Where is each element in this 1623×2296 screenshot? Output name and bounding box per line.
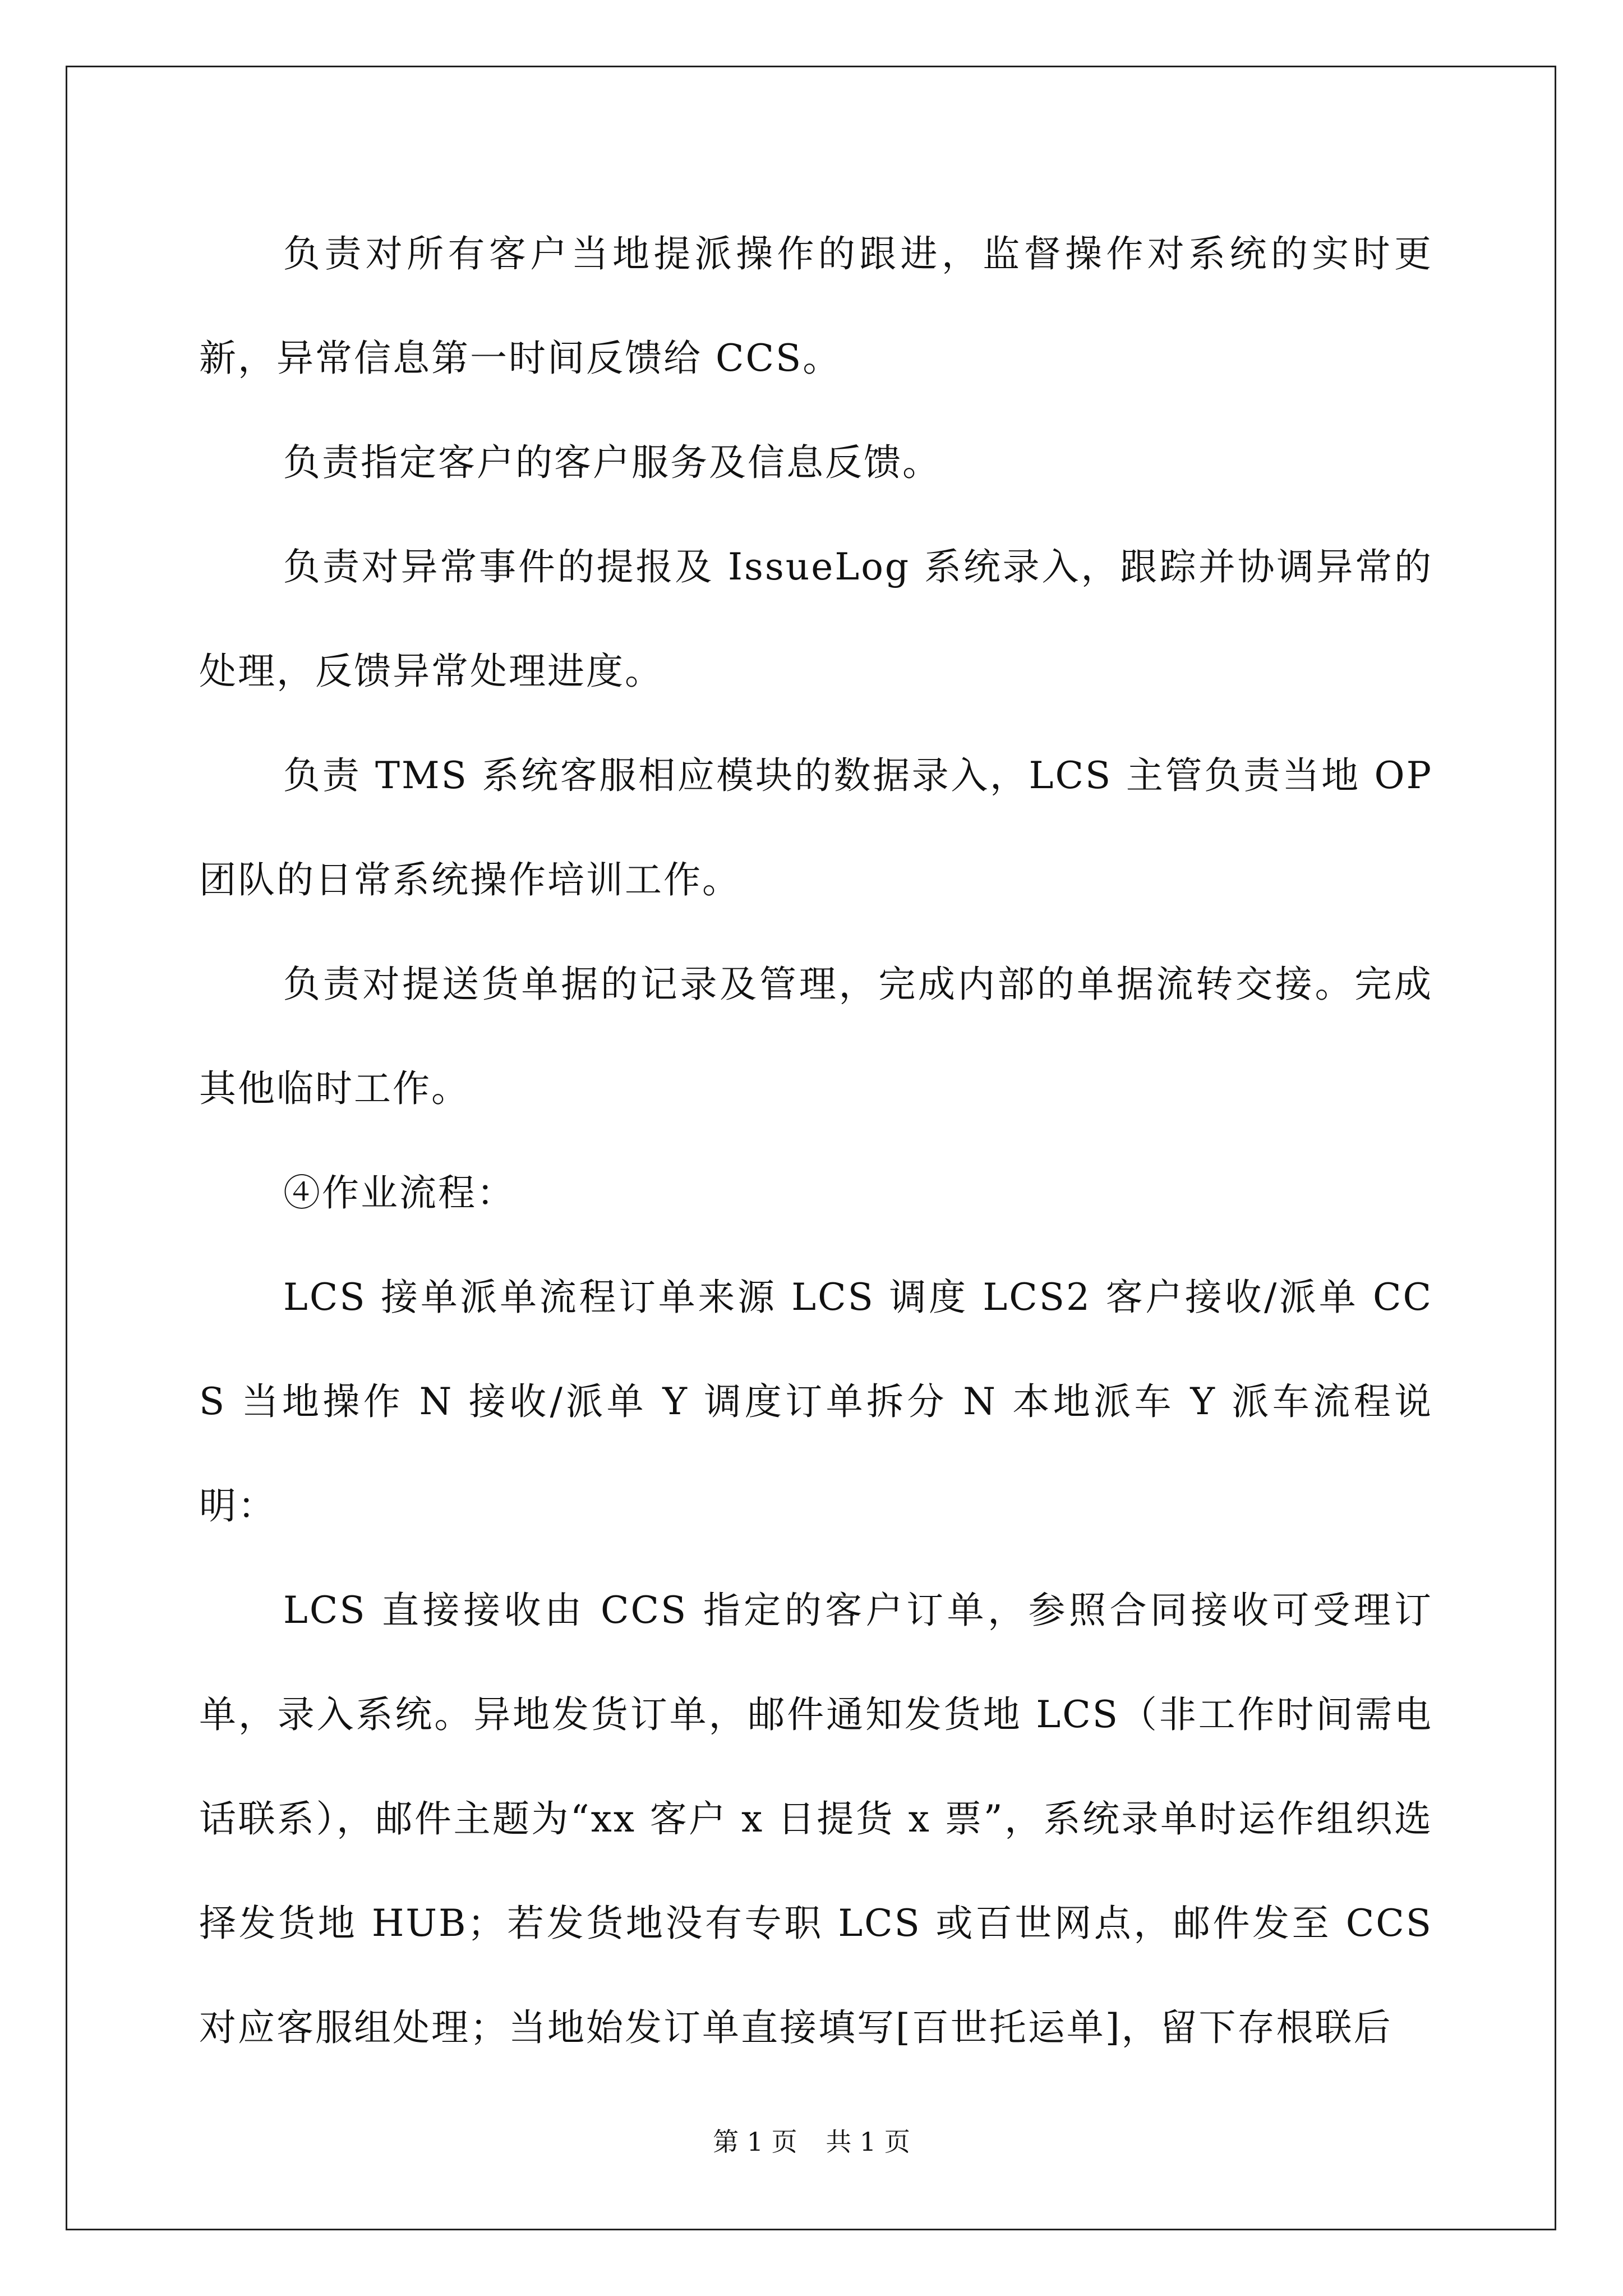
document-body — [199, 202, 1433, 2080]
paragraph: 负责对提送货单据的记录及管理，完成内部的单据流转交接。完成其他临时工作。 — [199, 963, 1433, 1110]
paragraph: 负责对异常事件的提报及 IssueLog 系统录入，跟踪并协调异常的处理，反馈异常处理进度。 — [199, 545, 1433, 693]
page-number: 第 1 页 — [713, 2127, 797, 2157]
paragraph: LCS 直接接收由 CCS 指定的客户订单，参照合同接收可受理订单，录入系统。异地发货订单，邮件通知发货地 LCS（非工作时间需电话联系），邮件主题为“xx 客户 x 日提货 x 票”，系统录单时运作组织选择发货地 HUB；若发货地没有专职 LCS 或百世网点，邮件发至 CCS 对应客服组处理；当地始发订单直接填写[百世托运单]，留下存根联后 — [199, 1589, 1433, 2049]
page-footer — [0, 2122, 1623, 2159]
paragraph: 负责 TMS 系统客服相应模块的数据录入，LCS 主管负责当地 OP 团队的日常系统操作培训工作。 — [199, 754, 1433, 901]
paragraph: LCS 接单派单流程订单来源 LCS 调度 LCS2 客户接收/派单 CCS 当地操作 N 接收/派单 Y 调度订单拆分 N 本地派车 Y 派车流程说明： — [199, 1276, 1433, 1527]
paragraph: 负责指定客户的客户服务及信息反馈。 — [283, 441, 941, 484]
paragraph: 负责对所有客户当地提派操作的跟进，监督操作对系统的实时更新，异常信息第一时间反馈给 CCS。 — [199, 232, 1433, 380]
section-heading: ④作业流程： — [283, 1171, 515, 1214]
page-total: 共 1 页 — [826, 2127, 910, 2157]
